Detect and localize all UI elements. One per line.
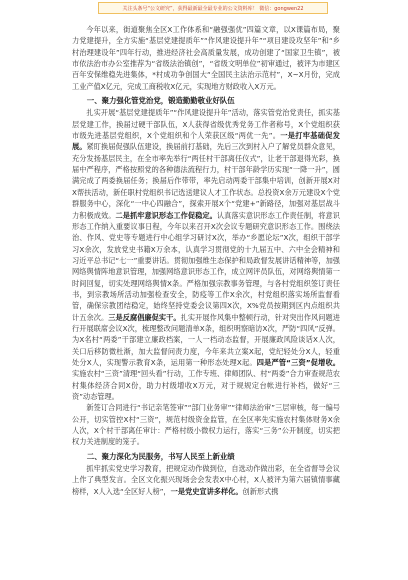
section-heading [72, 95, 340, 106]
bold-lead-phrase: 一是打牢基础促发展。 [72, 131, 340, 152]
body-paragraph [72, 402, 340, 447]
section-heading [72, 451, 340, 462]
bold-lead-phrase: 二是抓牢意识形态工作促稳定。 [115, 210, 217, 220]
paragraph-text: 抓牢抓实党史学习教育，把规定动作做到位，自选动作做出彩，在全省督导会议上作了典型发言。全区文化振兴现场会会发表X中心村，X人被评为第六届镇情事藏榜样，X人入选“全区好人榜”， [72, 464, 340, 496]
bold-lead-phrase: 一是党史宣讲多样化。 [170, 486, 243, 496]
document-body [72, 24, 340, 497]
body-paragraph [72, 463, 340, 497]
promo-banner[interactable] [98, 2, 328, 14]
paragraph-text: 实施农村“三资”清理“回头看”行动，工作专班、律师团队、村“两委”合力审查规范农村集体经济合同X份，助力村级增收X万元，对于规规定台帐进行补档，做好“三资”动态管理。 [72, 369, 340, 401]
paragraph-text: 扎实开展作风集中整顿行动，针对突出作风问题进行开展联席会议X次，梳理整改问题清单X条，组织明察暗访X次，严防“四风”反弹。为X名村“两委”干部建立廉政档案，一人一档动态监督，开展廉政风险谈话X人次，关口后移防微杜渐，加大监督问责力度，今年来共立案X起，党纪轻处分X人，轻重处分X人，实现警示教育X条，运用第一种形态处理X起。 [72, 312, 340, 367]
body-paragraph [72, 24, 340, 92]
paragraph-text: 扎实开展“基层党建提质年”“作风建设提升年”活动，落实管党治党责任，抓实基层党建工作，换届过硬干部队伍，X人获得省级优秀党务工作者称号，X个党组织获市级先进基层党组织，X个党组织和个人荣获区级“两优一先”。 [72, 108, 340, 141]
paragraph-text: 紧盯换届促强队伍建设，换届前打基础，先后三次到村入户了解党员群众意见，充分发扬基层民主，在全市率先举行“两任村干部离任仪式”，让老干部退得光彩，换届中严程序，严格按照党的各种德法流程行力，村干部年龄学历实现“一降一升”，圆满完成了两委换届任务；换届后作带带，率先启动两委干部集中培训，创新开展X对X帮扶活动，新任职村党组织书记选送建议人才工作状态。总投资X余万元建设X个党群服务中心，深化“一中心四融合”，探索开展X个“党建+”新路径，加强对基层战斗力积极成效。 [72, 142, 340, 220]
bold-lead-phrase: 三是反腐倡廉促实干。 [108, 312, 181, 322]
bold-lead-phrase: 二、聚力深化为民服务，书写人民至上新业绩 [86, 451, 235, 461]
bold-lead-phrase: 四是严管“三资”促增收。 [256, 357, 340, 367]
paragraph-text: 认真落实意识形态工作责任制，将意识形态工作纳入重要议事日程，今年以来召开X次会议专题研究意识形态工作。围绕法治、作风、党史等专题进行中心组学习研讨X次，举办“乡愿论坛”X次，组织干部学习X余次，发放党史书籍X万余本，认真学习贯彻党的十九届五中、六中全会精神和习近平总书记“七一”重要讲话。贯彻加强维生态保护和局政督发展讲话精神等，加强网络舆情阵地意识管理，加强网络意识形态工作，成立网评员队伍，对网络舆情第一时间回复，切实处理网络舆情X条。严格加强宗教事务管理，与各村党组织签订责任书，到宗教场所活动加强检查安全，防疫等工作X余次，村党组织落实场所监督看管，确保宗教团结稳定，始终坚持党委会议第四X次，X%党员按期到区内点组织共计五余次。 [72, 210, 340, 322]
promo-banner-text: 关注头条号“公文研究”，获得最新最全最专业的公文资料库！ 微信：gongwen22 [122, 5, 304, 12]
body-paragraph [72, 107, 340, 402]
bold-lead-phrase: 一、聚力强化管党治党，锻造勤勤敬业好队伍 [86, 96, 235, 106]
paragraph-text: 新签订合同进行“书记亲笔签审”“部门业务审”“律师法治审”三层审核，每一编号公开，切实管控X村“三资”，规范村级资金监管，在全区率先实施农村集体财务X余人次，X个村干部离任审计：严格村级小微权力运行，落实“三务”公开制度，切实把权力关进制度的笼子。 [72, 403, 340, 447]
paragraph-text: 今年以来，街道聚焦全区X工作体系和“融强强优”四篇文章，以X课篇布局，聚力党建提升，全方实施“基层党建提质年”“作风建设提升年”“项目建设攻坚年”和“乡村治理建设年”四年行动，推进经济社会高质量发展，成功创建了“国家卫生镇”，被市依法治市办公室推荐为“省级法治镇创”，“省级文明单位”初审通过，被评为市建区百年安保维稳先进集体，*村成功争创国大“全国民主法治示范村”，X~X月份，完成工业产值X亿元，完成工商税收X亿元，实现地方财政收入X万元。 [72, 25, 340, 91]
paragraph-text: 创新形式携 [242, 486, 279, 496]
